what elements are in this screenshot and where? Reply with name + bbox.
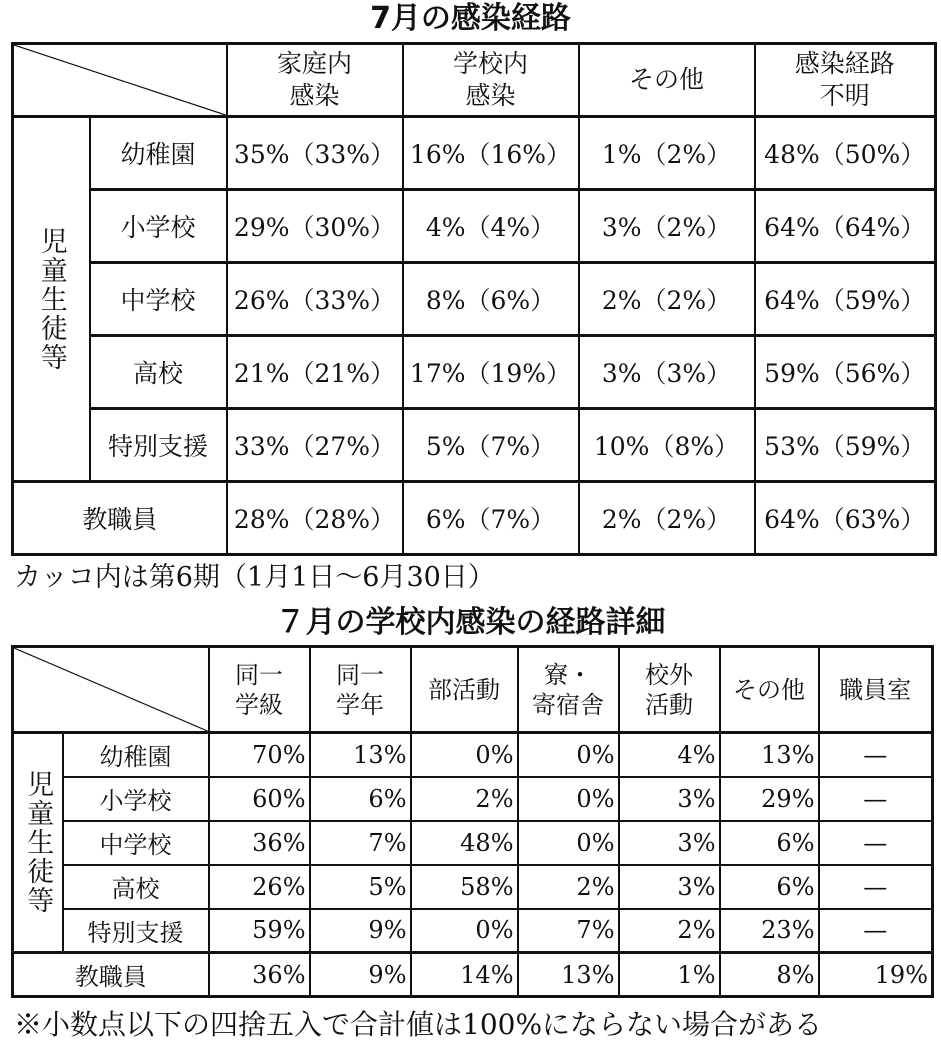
table-cell: 14%	[411, 953, 518, 997]
col-header-school	[403, 44, 579, 117]
col-header-other	[720, 647, 819, 733]
col-header-label: 同一 学年	[336, 660, 384, 719]
table-cell: 13%	[310, 733, 411, 777]
table-cell: 26%（33%）	[227, 263, 403, 336]
table2-note: ※小数点以下の四捨五入で合計値は100%にならない場合がある	[14, 1008, 823, 1041]
table-cell: 59%（56%）	[755, 336, 936, 409]
table-cell: 29%（30%）	[227, 190, 403, 263]
table-cell: 6%	[720, 821, 819, 865]
table-cell: 4%（4%）	[403, 190, 579, 263]
table-cell: —	[819, 777, 933, 821]
col-header-club	[411, 647, 518, 733]
col-header-same-class	[209, 647, 310, 733]
header-corner	[13, 44, 227, 117]
table-cell: 2%（2%）	[579, 263, 755, 336]
table-cell: 8%	[720, 953, 819, 997]
table-cell: 28%（28%）	[227, 482, 403, 555]
row-label: 中学校	[90, 263, 227, 336]
table-cell: —	[819, 733, 933, 777]
row-label: 幼稚園	[90, 117, 227, 190]
table-cell: 23%	[720, 909, 819, 953]
row-label: 特別支援	[90, 409, 227, 482]
table-cell: 13%	[720, 733, 819, 777]
table-cell: 3%	[619, 821, 720, 865]
table-cell: 7%	[518, 909, 619, 953]
col-header-home	[227, 44, 403, 117]
table-cell: 33%（27%）	[227, 409, 403, 482]
table-cell: 16%（16%）	[403, 117, 579, 190]
table1-note: カッコ内は第6期（1月1日〜6月30日）	[14, 562, 495, 593]
table2-title: ７月の学校内感染の経路詳細	[275, 605, 666, 640]
table-cell: 2%	[619, 909, 720, 953]
col-header-staffroom	[819, 647, 933, 733]
table-cell: 36%	[209, 953, 310, 997]
table-cell: 48%（50%）	[755, 117, 936, 190]
table-cell: 2%	[411, 777, 518, 821]
row-label: 小学校	[90, 190, 227, 263]
row-label: 高校	[63, 865, 209, 909]
table-cell: 1%（2%）	[579, 117, 755, 190]
col-header-label: 校外 活動	[645, 660, 693, 719]
table-cell: 2%	[518, 865, 619, 909]
table1-body	[13, 117, 936, 555]
col-header-outside	[619, 647, 720, 733]
infection-route-table	[11, 42, 937, 556]
table-cell: 10%（8%）	[579, 409, 755, 482]
table-cell: 8%（6%）	[403, 263, 579, 336]
table-cell: 9%	[310, 953, 411, 997]
table-cell: 6%	[310, 777, 411, 821]
table-cell: 0%	[411, 909, 518, 953]
table-cell: 3%	[619, 777, 720, 821]
table-cell: 2%（2%）	[579, 482, 755, 555]
col-header-other	[579, 44, 755, 117]
table-cell: 0%	[518, 733, 619, 777]
col-header-same-grade	[310, 647, 411, 733]
col-header-label: 家庭内 感染	[276, 49, 352, 110]
col-header-label: 学校内 感染	[452, 49, 528, 110]
table-cell: 64%（59%）	[755, 263, 936, 336]
table-cell: 36%	[209, 821, 310, 865]
table-cell: 60%	[209, 777, 310, 821]
table-cell: 9%	[310, 909, 411, 953]
col-header-label: 部活動	[428, 675, 500, 704]
col-header-label: その他	[628, 65, 704, 94]
table-cell: 6%（7%）	[403, 482, 579, 555]
table-cell: 26%	[209, 865, 310, 909]
table-cell: 13%	[518, 953, 619, 997]
row-label-staff: 教職員	[13, 482, 227, 555]
group-label-text: 児童生徒等	[35, 226, 67, 372]
row-label: 小学校	[63, 777, 209, 821]
col-header-label: 職員室	[839, 675, 912, 704]
col-header-label: 感染経路 不明	[794, 49, 895, 110]
row-label: 特別支援	[63, 909, 209, 953]
table-cell: 7%	[310, 821, 411, 865]
table-cell: 19%	[819, 953, 933, 997]
school-infection-detail-table	[11, 645, 934, 998]
table-cell: 59%	[209, 909, 310, 953]
table-cell: 64%（64%）	[755, 190, 936, 263]
table-cell: 0%	[518, 777, 619, 821]
col-header-dorm	[518, 647, 619, 733]
table-cell: 0%	[411, 733, 518, 777]
table-cell: 0%	[518, 821, 619, 865]
table-cell: 4%	[619, 733, 720, 777]
col-header-unknown	[755, 44, 936, 117]
col-header-label: 寮・ 寄宿舎	[532, 660, 604, 719]
group-label-students	[13, 733, 63, 953]
table-cell: 3%（3%）	[579, 336, 755, 409]
table-cell: 58%	[411, 865, 518, 909]
table-cell: 29%	[720, 777, 819, 821]
table-cell: —	[819, 821, 933, 865]
header-corner	[13, 647, 209, 733]
group-label-text: 児童生徒等	[22, 770, 54, 915]
table-cell: 5%	[310, 865, 411, 909]
table-cell: 70%	[209, 733, 310, 777]
table-cell: 17%（19%）	[403, 336, 579, 409]
row-label: 幼稚園	[63, 733, 209, 777]
col-header-label: その他	[733, 675, 805, 704]
group-label-students	[13, 117, 90, 482]
table-cell: 48%	[411, 821, 518, 865]
table-cell: 1%	[619, 953, 720, 997]
table1-title: 7月の感染経路	[370, 1, 571, 36]
table-cell: 5%（7%）	[403, 409, 579, 482]
table2-body	[13, 733, 933, 997]
row-label-staff: 教職員	[13, 953, 209, 997]
table-cell: —	[819, 909, 933, 953]
row-label: 高校	[90, 336, 227, 409]
table-cell: 3%	[619, 865, 720, 909]
table-cell: —	[819, 865, 933, 909]
table-cell: 35%（33%）	[227, 117, 403, 190]
row-label: 中学校	[63, 821, 209, 865]
table-cell: 53%（59%）	[755, 409, 936, 482]
table-cell: 6%	[720, 865, 819, 909]
col-header-label: 同一 学級	[235, 660, 283, 719]
table-cell: 3%（2%）	[579, 190, 755, 263]
table-cell: 64%（63%）	[755, 482, 936, 555]
table-cell: 21%（21%）	[227, 336, 403, 409]
